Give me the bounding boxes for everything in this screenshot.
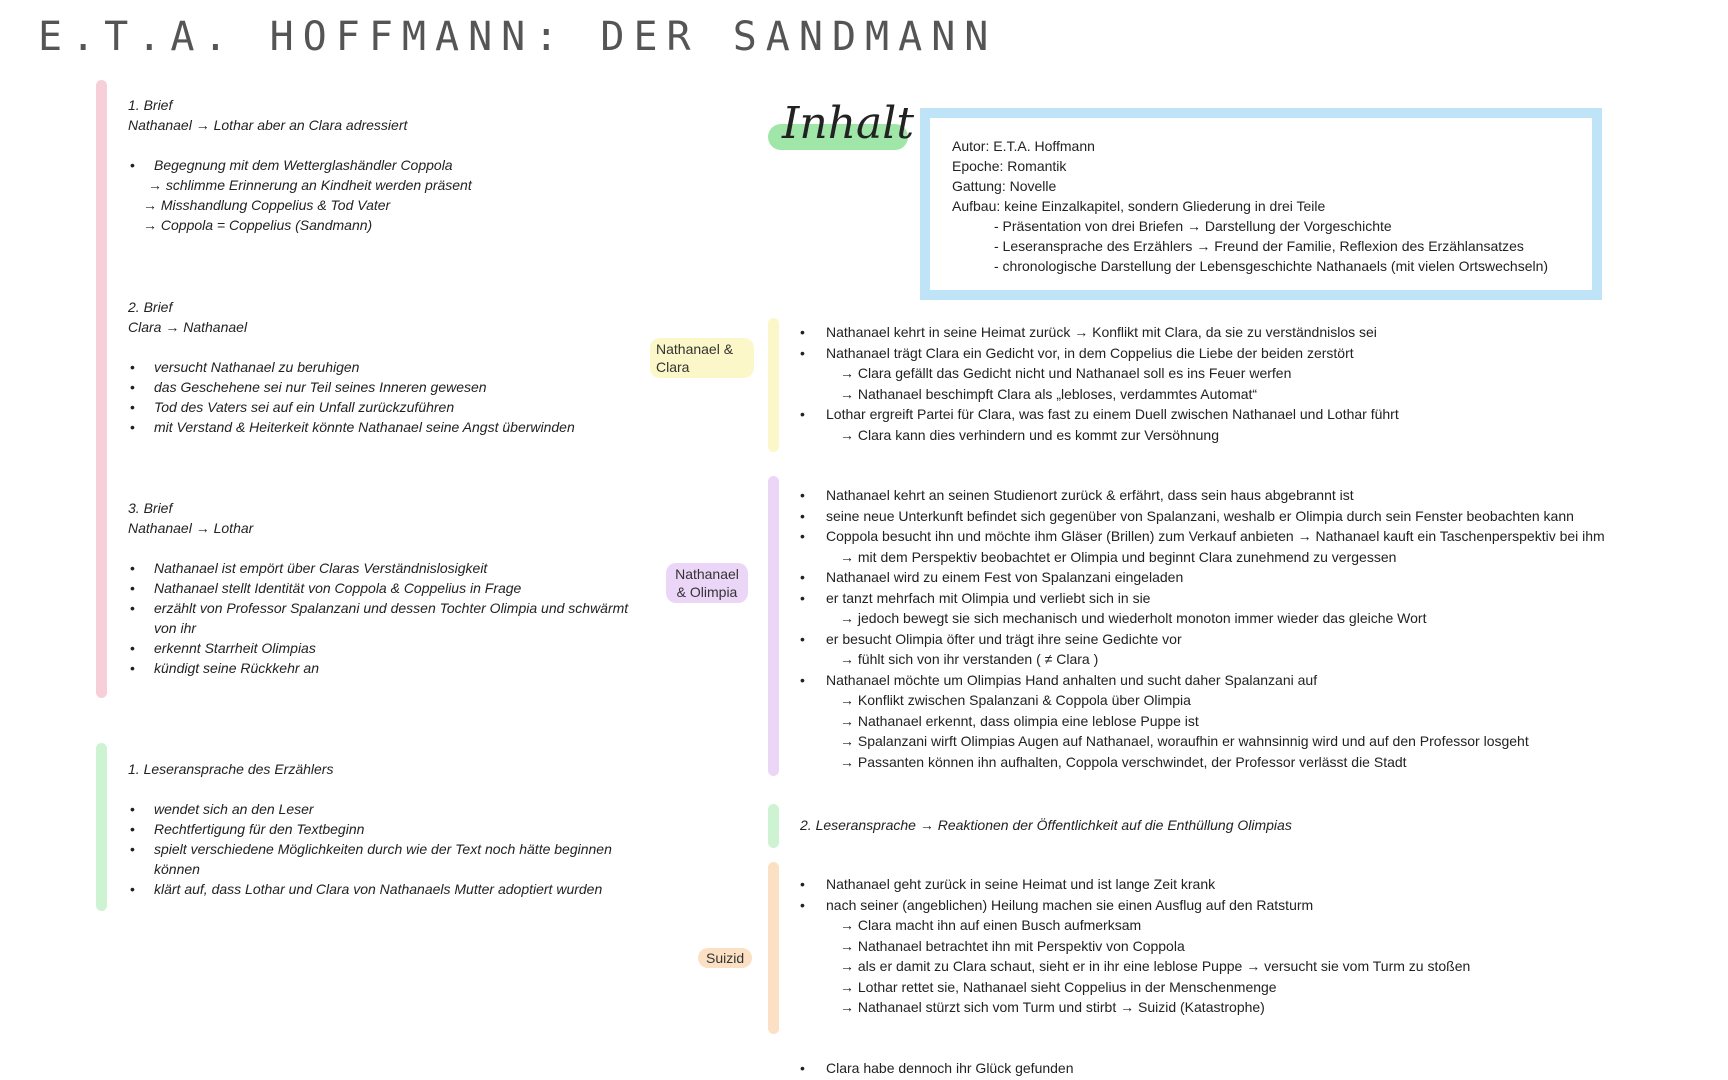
olimpia-subpoint: → fühlt sich von ihr verstanden ( ≠ Clara ) [840,651,1099,667]
brief1-sub: → schlimme Erinnerung an Kindheit werden präsent [148,177,472,193]
clara-bullet: • Nathanael trägt Clara ein Gedicht vor, in dem Coppelius die Liebe der beiden zerstört [800,343,1680,364]
olimpia-subpoint: → jedoch bewegt sie sich mechanisch und wiederholt monoton immer wieder das gleiche Wort [840,610,1427,626]
olimpia-subpoint: → Spalanzani wirft Olimpias Augen auf Nathanael, woraufhin er wahnsinnig wird und auf den Professor losgeht [840,733,1529,749]
green-bar-right [768,804,779,848]
olimpia-bullet: • Nathanael wird zu einem Fest von Spalanzani eingeladen [800,567,1700,588]
leseransprache1-bullet: • spielt verschiedene Möglichkeiten durch wie der Text noch hätte beginnen können [128,839,658,879]
yellow-bar [768,318,779,452]
clara-bullet: • Lothar ergreift Partei für Clara, was fast zu einem Duell zwischen Nathanael und Lothar führt [800,404,1680,425]
brief3-bullet: • Nathanael stellt Identität von Coppola & Coppelius in Frage [128,578,648,598]
olimpia-bullet: • Nathanael kehrt an seinen Studienort zurück & erfährt, dass sein haus abgebrannt ist [800,485,1700,506]
final-bullet: • Clara habe dennoch ihr Glück gefunden [800,1058,1680,1079]
suizid-subpoint: → Nathanael stürzt sich vom Turm und stirbt → Suizid (Katastrophe) [840,999,1265,1015]
brief1-section [128,95,648,235]
green-bar-left [96,743,107,911]
brief1-sub: → Coppola = Coppelius (Sandmann) [143,217,373,233]
olimpia-subpoint: → Passanten können ihn aufhalten, Coppola verschwindet, der Professor verlässt die Stadt [840,753,1407,770]
suizid-bullet: • nach seiner (angeblichen) Heilung machen sie einen Ausflug auf den Ratsturm [800,895,1680,916]
leseransprache1-section [128,759,658,899]
leseransprache1-bullet: • Rechtfertigung für den Textbeginn [128,819,658,839]
tag-nathanael-clara-label: Nathanael & Clara [656,341,734,375]
brief3-section [128,498,648,678]
inhalt-heading [768,98,915,154]
olimpia-bullet: • er tanzt mehrfach mit Olimpia und verliebt sich in sie [800,588,1700,609]
brief3-bullet: • erzählt von Professor Spalanzani und dessen Tochter Olimpia und schwärmt von ihr [128,598,648,638]
suizid-subpoint: → Clara macht ihn auf einen Busch aufmerksam [840,917,1142,933]
tag-nathanael-olimpia [666,563,748,603]
olimpia-subpoint: → mit dem Perspektiv beobachtet er Olimpia und beginnt Clara zunehmend zu vergessen [840,548,1397,565]
olimpia-bullet: • Coppola besucht ihn und möchte ihm Gläser (Brillen) zum Verkauf anbieten → Nathanael kauft ein Taschenperspektiv bei ihm [800,526,1700,547]
tag-nathanael-olimpia-label: Nathanael & Olimpia [675,566,739,600]
suizid-subpoint: → als er damit zu Clara schaut, sieht er in ihr eine leblose Puppe → versucht sie vom Turm zu stoßen [840,958,1471,974]
clara-section [800,322,1680,445]
tag-nathanael-clara [650,338,754,378]
olimpia-subpoint: → Nathanael erkennt, dass olimpia eine leblose Puppe ist [840,712,1199,729]
info-line: Autor: E.T.A. Hoffmann [952,138,1095,154]
olimpia-section [800,485,1700,772]
leseransprache1-heading: 1. Leseransprache des Erzählers [128,761,334,777]
leseransprache1-bullet: • klärt auf, dass Lothar und Clara von Nathanaels Mutter adoptiert wurden [128,879,658,899]
suizid-section [800,874,1680,1018]
info-line: Gattung: Novelle [952,178,1057,194]
peach-bar [768,862,779,1034]
brief2-section [128,297,668,437]
final-section [800,1058,1680,1079]
brief3-route: Nathanael → Lothar [128,520,254,536]
clara-bullet: • Nathanael kehrt in seine Heimat zurück → Konflikt mit Clara, da sie zu verständnislos sei [800,322,1680,343]
brief2-number: 2. Brief [128,299,173,315]
olimpia-bullet: • Nathanael möchte um Olimpias Hand anhalten und sucht daher Spalanzani auf [800,670,1700,691]
clara-subpoint: → Clara kann dies verhindern und es kommt zur Versöhnung [840,426,1219,443]
clara-subpoint: → Nathanael beschimpft Clara als „lebloses, verdammtes Automat“ [840,385,1258,402]
olimpia-bullet: • seine neue Unterkunft befindet sich gegenüber von Spalanzani, weshalb er Olimpia durch sein Fenster beobachten kann [800,506,1700,527]
clara-subpoint: → Clara gefällt das Gedicht nicht und Nathanael soll es ins Feuer werfen [840,365,1292,381]
brief1-sub: → Misshandlung Coppelius & Tod Vater [143,197,391,213]
leseransprache2-text: 2. Leseransprache → Reaktionen der Öffentlichkeit auf die Enthüllung Olimpias [800,817,1292,833]
info-indented-line: - chronologische Darstellung der Lebensgeschichte Nathanaels (mit vielen Ortswechseln) [994,258,1549,274]
lavender-bar [768,476,779,776]
brief2-bullet: • Tod des Vaters sei auf ein Unfall zurückzuführen [128,397,668,417]
suizid-bullet: • Nathanael geht zurück in seine Heimat und ist lange Zeit krank [800,874,1680,895]
brief3-number: 3. Brief [128,500,173,516]
brief1-number: 1. Brief [128,97,173,113]
page-title: E.T.A. HOFFMANN: DER SANDMANN [38,14,998,60]
inhalt-label: Inhalt [782,98,915,149]
info-line: Aufbau: keine Einzalkapitel, sondern Gliederung in drei Teile [952,198,1326,214]
info-box [920,108,1602,300]
leseransprache2-line [800,815,1680,836]
brief1-route: Nathanael → Lothar aber an Clara adressiert [128,117,408,133]
brief3-bullet: • erkennt Starrheit Olimpias [128,638,648,658]
brief2-bullet: • versucht Nathanael zu beruhigen [128,357,668,377]
olimpia-subpoint: → Konflikt zwischen Spalanzani & Coppola über Olimpia [840,692,1191,708]
suizid-subpoint: → Lothar rettet sie, Nathanael sieht Coppelius in der Menschenmenge [840,978,1277,995]
brief1-bullet: • Begegnung mit dem Wetterglashändler Coppola [128,155,648,175]
suizid-subpoint: → Nathanael betrachtet ihn mit Perspektiv von Coppola [840,937,1185,954]
info-indented-line: - Präsentation von drei Briefen → Darstellung der Vorgeschichte [994,218,1392,234]
brief2-route: Clara → Nathanael [128,319,248,335]
leseransprache1-bullet: • wendet sich an den Leser [128,799,658,819]
info-indented-line: - Leseransprache des Erzählers → Freund der Familie, Reflexion des Erzählansatzes [994,238,1524,254]
tag-suizid [698,948,752,968]
info-line: Epoche: Romantik [952,158,1067,174]
brief2-bullet: • das Geschehene sei nur Teil seines Inneren gewesen [128,377,668,397]
brief3-bullet: • kündigt seine Rückkehr an [128,658,648,678]
brief2-bullet: • mit Verstand & Heiterkeit könnte Nathanael seine Angst überwinden [128,417,668,437]
tag-suizid-label: Suizid [706,950,745,966]
pink-bar [96,80,107,698]
olimpia-bullet: • er besucht Olimpia öfter und trägt ihre seine Gedichte vor [800,629,1700,650]
brief3-bullet: • Nathanael ist empört über Claras Verständnislosigkeit [128,558,648,578]
